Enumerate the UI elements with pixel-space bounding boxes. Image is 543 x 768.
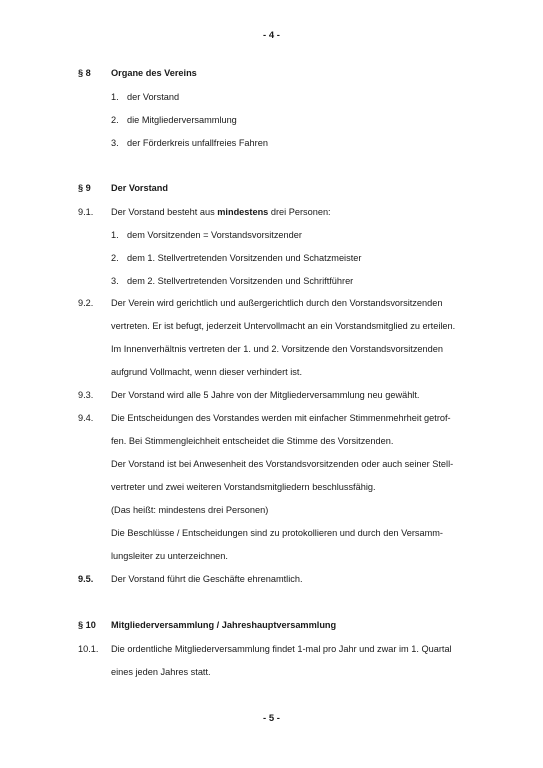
section-9-item-3-text: dem 2. Stellvertretenden Vorsitzenden und Schriftführer — [127, 276, 354, 286]
paragraph-9-2-line: Der Verein wird gerichtlich und außergerichtlich durch den Vorstandsvorsitzenden — [111, 298, 443, 308]
section-9-item-2-text: dem 1. Stellvertretenden Vorsitzenden und Schatzmeister — [127, 253, 362, 263]
paragraph-9-3-text: Der Vorstand wird alle 5 Jahre von der Mitgliederversammlung neu gewählt. — [111, 390, 420, 400]
section-9-number: § 9 — [78, 183, 91, 193]
section-8-item-2-text: die Mitgliederversammlung — [127, 115, 237, 125]
paragraph-9-5-text: Der Vorstand führt die Geschäfte ehrenamtlich. — [111, 574, 303, 584]
page-number-top: - 4 - — [263, 30, 280, 41]
paragraph-9-4-line: Der Vorstand ist bei Anwesenheit des Vorstandsvorsitzenden oder auch seiner Stell- — [111, 459, 454, 469]
paragraph-9-4-line: Die Beschlüsse / Entscheidungen sind zu protokollieren und durch den Versamm- — [111, 528, 443, 538]
section-10-number: § 10 — [78, 620, 96, 630]
section-9-item-3-number: 3. — [111, 276, 119, 286]
paragraph-10-1-line: eines jeden Jahres statt. — [111, 667, 211, 677]
paragraph-9-2-line: vertreten. Er ist befugt, jederzeit Untervollmacht an ein Vorstandsmitglied zu erteilen. — [111, 321, 456, 331]
paragraph-9-2-line: aufgrund Vollmacht, wenn dieser verhindert ist. — [111, 367, 302, 377]
paragraph-9-4-number: 9.4. — [78, 413, 94, 423]
paragraph-9-4-line: fen. Bei Stimmengleichheit entscheidet die Stimme des Vorsitzenden. — [111, 436, 394, 446]
paragraph-9-1-emphasis: mindestens — [217, 207, 269, 217]
section-8-item-3-text: der Förderkreis unfallfreies Fahren — [127, 138, 268, 148]
section-8-item-2-number: 2. — [111, 115, 119, 125]
paragraph-9-2-number: 9.2. — [78, 298, 94, 308]
paragraph-9-3-number: 9.3. — [78, 390, 94, 400]
paragraph-9-4-line: (Das heißt: mindestens drei Personen) — [111, 505, 269, 515]
paragraph-10-1-line: Die ordentliche Mitgliederversammlung findet 1-mal pro Jahr und zwar im 1. Quartal — [111, 644, 452, 654]
paragraph-9-1-text-start: Der Vorstand besteht aus — [111, 207, 218, 217]
section-9-item-1-text: dem Vorsitzenden = Vorstandsvorsitzender — [127, 230, 302, 240]
section-9-item-2-number: 2. — [111, 253, 119, 263]
section-8-item-1-text: der Vorstand — [127, 92, 180, 102]
paragraph-9-4-line: lungsleiter zu unterzeichnen. — [111, 551, 228, 561]
section-8-item-3-number: 3. — [111, 138, 119, 148]
section-8-item-1-number: 1. — [111, 92, 119, 102]
page-number-bottom: - 5 - — [263, 713, 280, 724]
paragraph-9-4-line: vertreter und zwei weiteren Vorstandsmitgliedern beschlussfähig. — [111, 482, 376, 492]
paragraph-9-2-line: Im Innenverhältnis vertreten der 1. und 2. Vorsitzende den Vorstandsvorsitzenden — [111, 344, 443, 354]
section-8-title: Organe des Vereins — [111, 68, 197, 78]
paragraph-9-4-line: Die Entscheidungen des Vorstandes werden mit einfacher Stimmenmehrheit getrof- — [111, 413, 451, 423]
paragraph-9-1-number: 9.1. — [78, 207, 94, 217]
paragraph-9-1-text-end: drei Personen: — [268, 207, 331, 217]
section-10-title: Mitgliederversammlung / Jahreshauptversammlung — [111, 620, 337, 630]
paragraph-9-5-number: 9.5. — [78, 574, 94, 584]
paragraph-9-1-text — [111, 208, 331, 217]
section-9-item-1-number: 1. — [111, 230, 119, 240]
section-9-title: Der Vorstand — [111, 183, 169, 193]
paragraph-10-1-number: 10.1. — [78, 644, 99, 654]
section-8-number: § 8 — [78, 68, 91, 78]
